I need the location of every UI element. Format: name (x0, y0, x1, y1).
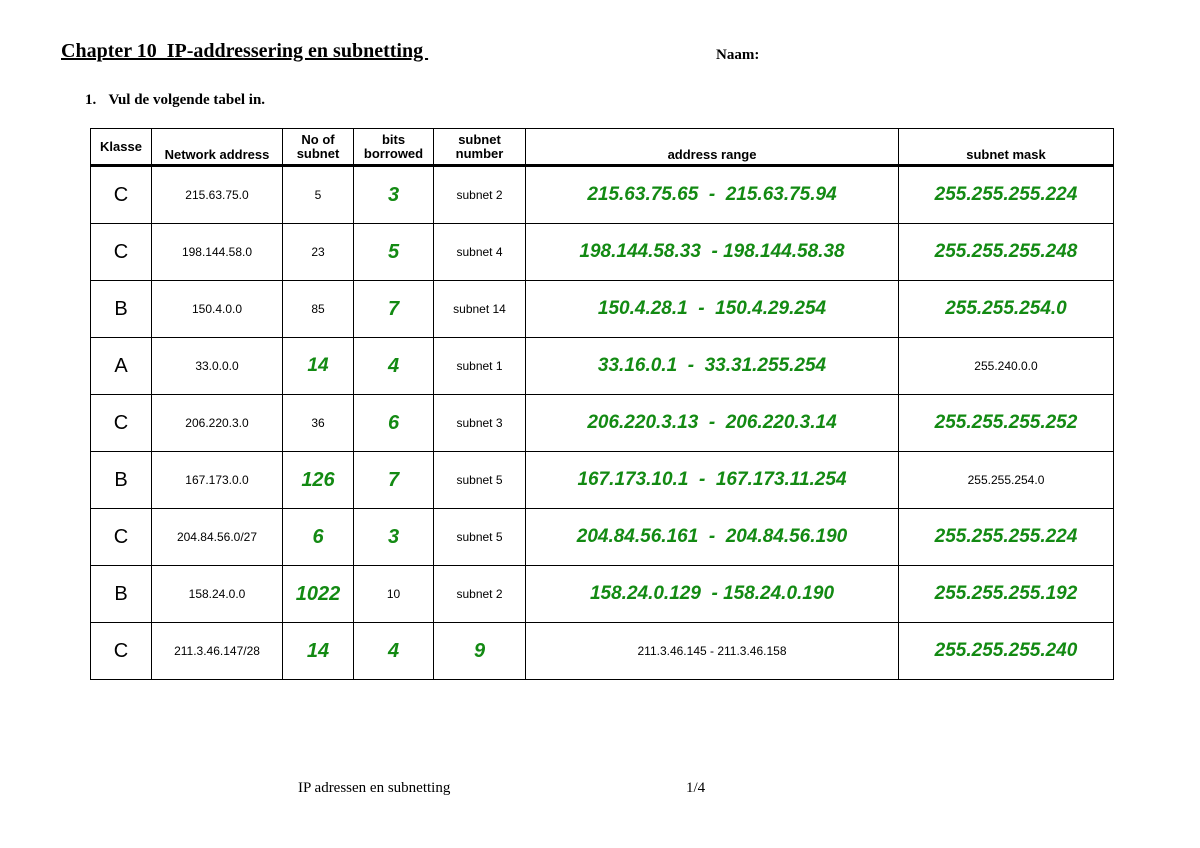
cell-bits-borrowed: 6 (354, 395, 434, 452)
cell-subnet-mask: 255.255.255.192 (899, 566, 1114, 623)
page-number: 1/4 (686, 780, 706, 796)
cell-network-address: 211.3.46.147/28 (152, 623, 283, 680)
cell-subnet-number: subnet 2 (434, 566, 526, 623)
cell-klasse: C (91, 509, 152, 566)
cell-address-range: 158.24.0.129 - 158.24.0.190 (526, 566, 899, 623)
cell-address-range: 33.16.0.1 - 33.31.255.254 (526, 338, 899, 395)
cell-klasse: C (91, 224, 152, 281)
footer-title: IP adressen en subnetting (298, 780, 451, 796)
cell-subnet-number: subnet 5 (434, 509, 526, 566)
header-address-range: address range (526, 129, 899, 166)
cell-bits-borrowed: 3 (354, 509, 434, 566)
header-line: subnet (296, 145, 340, 161)
cell-no-of-subnet: 85 (283, 281, 354, 338)
cell-network-address: 158.24.0.0 (152, 566, 283, 623)
cell-subnet-number: subnet 14 (434, 281, 526, 338)
header-line: borrowed (363, 145, 424, 161)
cell-bits-borrowed: 5 (354, 224, 434, 281)
cell-network-address: 204.84.56.0/27 (152, 509, 283, 566)
header-no-of-subnet (283, 129, 354, 166)
question-text: Vul de volgende tabel in. (108, 92, 266, 108)
cell-no-of-subnet: 5 (283, 166, 354, 224)
cell-subnet-mask: 255.255.255.248 (899, 224, 1114, 281)
cell-address-range: 150.4.28.1 - 150.4.29.254 (526, 281, 899, 338)
header-line: subnet (458, 131, 501, 147)
cell-subnet-number: subnet 4 (434, 224, 526, 281)
cell-bits-borrowed: 3 (354, 166, 434, 224)
cell-network-address: 215.63.75.0 (152, 166, 283, 224)
name-label: Naam: (716, 47, 760, 63)
cell-address-range: 167.173.10.1 - 167.173.11.254 (526, 452, 899, 509)
cell-no-of-subnet: 23 (283, 224, 354, 281)
table-row (91, 166, 1114, 224)
cell-address-range: 198.144.58.33 - 198.144.58.38 (526, 224, 899, 281)
cell-no-of-subnet: 6 (283, 509, 354, 566)
table-row (91, 395, 1114, 452)
cell-subnet-mask: 255.255.255.240 (899, 623, 1114, 680)
cell-network-address: 167.173.0.0 (152, 452, 283, 509)
cell-subnet-number: subnet 5 (434, 452, 526, 509)
cell-address-range: 206.220.3.13 - 206.220.3.14 (526, 395, 899, 452)
table-row (91, 338, 1114, 395)
subnet-table (90, 128, 1114, 680)
cell-address-range: 215.63.75.65 - 215.63.75.94 (526, 166, 899, 224)
cell-subnet-mask: 255.255.254.0 (899, 281, 1114, 338)
header-klasse: Klasse (91, 129, 152, 166)
cell-klasse: B (91, 452, 152, 509)
cell-network-address: 198.144.58.0 (152, 224, 283, 281)
cell-subnet-number: subnet 3 (434, 395, 526, 452)
table-row (91, 281, 1114, 338)
table-header-row (91, 129, 1114, 166)
cell-klasse: C (91, 623, 152, 680)
cell-bits-borrowed: 10 (354, 566, 434, 623)
cell-network-address: 150.4.0.0 (152, 281, 283, 338)
cell-subnet-number: subnet 1 (434, 338, 526, 395)
cell-network-address: 206.220.3.0 (152, 395, 283, 452)
cell-klasse: B (91, 281, 152, 338)
cell-subnet-mask: 255.255.255.224 (899, 509, 1114, 566)
cell-no-of-subnet: 1022 (283, 566, 354, 623)
header-line: No of (301, 131, 335, 147)
cell-klasse: C (91, 166, 152, 224)
header-network-address: Network address (152, 129, 283, 166)
header-line: number (455, 145, 504, 161)
header-line: bits (381, 131, 406, 147)
header-subnet-mask: subnet mask (899, 129, 1114, 166)
cell-address-range: 211.3.46.145 - 211.3.46.158 (526, 623, 899, 680)
table-row (91, 509, 1114, 566)
question-1 (85, 92, 265, 109)
cell-no-of-subnet: 14 (283, 623, 354, 680)
cell-no-of-subnet: 126 (283, 452, 354, 509)
cell-klasse: A (91, 338, 152, 395)
table-row (91, 452, 1114, 509)
cell-subnet-mask: 255.255.255.224 (899, 166, 1114, 224)
cell-bits-borrowed: 7 (354, 281, 434, 338)
question-number: 1. (85, 92, 97, 108)
cell-klasse: B (91, 566, 152, 623)
cell-no-of-subnet: 36 (283, 395, 354, 452)
cell-network-address: 33.0.0.0 (152, 338, 283, 395)
page-title: Chapter 10 IP-addressering en subnetting (61, 40, 429, 62)
cell-bits-borrowed: 4 (354, 623, 434, 680)
table-row (91, 224, 1114, 281)
cell-bits-borrowed: 4 (354, 338, 434, 395)
cell-address-range: 204.84.56.161 - 204.84.56.190 (526, 509, 899, 566)
cell-no-of-subnet: 14 (283, 338, 354, 395)
table-row (91, 623, 1114, 680)
table-row (91, 566, 1114, 623)
header-bits-borrowed (354, 129, 434, 166)
cell-subnet-mask: 255.240.0.0 (899, 338, 1114, 395)
header-subnet-number (434, 129, 526, 166)
cell-subnet-mask: 255.255.255.252 (899, 395, 1114, 452)
cell-subnet-mask: 255.255.254.0 (899, 452, 1114, 509)
cell-klasse: C (91, 395, 152, 452)
cell-bits-borrowed: 7 (354, 452, 434, 509)
cell-subnet-number: 9 (434, 623, 526, 680)
cell-subnet-number: subnet 2 (434, 166, 526, 224)
